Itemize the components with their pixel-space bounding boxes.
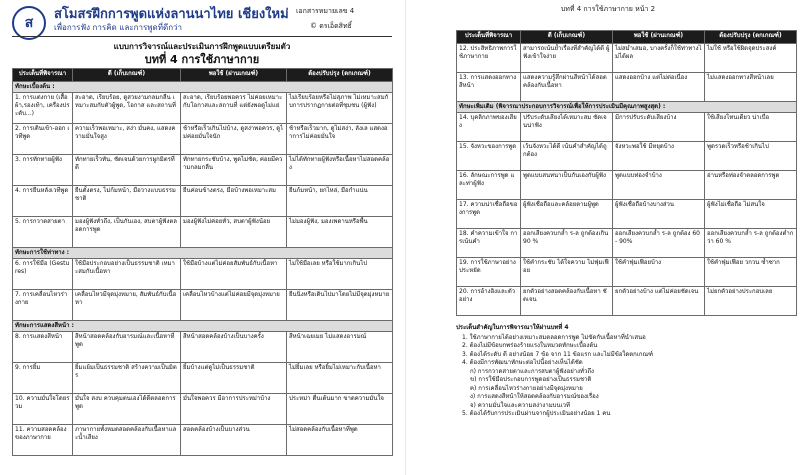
column-header: ต้องปรับปรุง (ตกเกณฑ์) [287, 69, 393, 82]
note-item: 5. ต้องได้รับการประเมินผ่านจากผู้ประเมินอย่างน้อย 1 คน [462, 410, 611, 417]
table-cell: 3. การทักทายผู้ฟัง [13, 155, 73, 186]
table-cell: 1. การแต่งกาย (เสื้อผ้า,รองเท้า, เครื่องประดับ...) [13, 93, 73, 124]
table-row [13, 186, 393, 217]
note-item: 2. ต้องไม่มีข้อบกพร่องร้ายแรงในหมวดทักษะเบื้องต้น [462, 342, 598, 349]
page-header: บทที่ 4 การใช้ภาษากาย หน้า 2 [560, 5, 656, 13]
table-row [457, 200, 797, 229]
note-item: ก) การกวาดสายตาและการสบตาผู้ฟังอย่างทั่วถึง [470, 367, 594, 375]
table-row [457, 113, 797, 142]
table-cell: ผู้ฟังเชื่อถือและคล้อยตามผู้พูด [521, 200, 613, 229]
form-title: แบบการวิจารณ์และประเมินการฝึกพูดแบบเตรียมตัว [113, 42, 291, 51]
table-cell: ออกเสียงควบกล้ำ ร-ล ถูกต้อง 60 - 90% [613, 229, 705, 258]
section-title: ทักษะการใช้ท่าทาง : [13, 248, 393, 259]
table-row [13, 124, 393, 155]
table-row [13, 363, 393, 394]
org-subtitle: เพื่อการฟัง การคิด และการพูดที่ดีกว่า [54, 23, 183, 32]
criteria-notes [456, 324, 796, 419]
note-item: จ) ความมั่นใจและความสง่างามบนเวที [470, 401, 570, 409]
table-cell: ยิ้มแย้มเป็นธรรมชาติ สร้างความเป็นมิตร [73, 363, 181, 394]
table-cell: ใช้มือประกอบอย่างเป็นธรรมชาติ เหมาะสมกับเนื้อหา [73, 259, 181, 290]
table-cell: 9. การยิ้ม [13, 363, 73, 394]
table-cell: ไม่มองผู้ฟัง, มองเพดานหรือพื้น [287, 217, 393, 248]
table-row [13, 217, 393, 248]
table-cell: 13. การแสดงออกทางสีหน้า [457, 73, 521, 102]
table-cell: ใช้มือบ้างแต่ไม่ค่อยสัมพันธ์กับเนื้อหา [181, 259, 287, 290]
page-divider [405, 0, 406, 475]
table-cell: 5. การกวาดสายตา [13, 217, 73, 248]
evaluation-table-right [456, 30, 797, 316]
table-cell: มั่นใจ สงบ ควบคุมตนเองได้ดีตลอดการพูด [73, 394, 181, 425]
table-cell: ใช้เสียงโทนเดียว น่าเบื่อ [705, 113, 797, 142]
table-cell: มั่นใจพอควร มีอาการประหม่าบ้าง [181, 394, 287, 425]
table-cell: สะอาด, เรียบร้อย, ดูสวยงามกลมกลืน เหมาะสมกับตัวผู้พูด, โอกาส และสถานที่ [73, 93, 181, 124]
table-cell: ยกตัวอย่างบ้าง แต่ไม่ค่อยชัดเจน [613, 287, 705, 316]
table-cell: 4. การยืนหลังเวทีพูด [13, 186, 73, 217]
table-cell: ผู้ฟังไม่เชื่อถือ ไม่สนใจ [705, 200, 797, 229]
table-row [457, 287, 797, 316]
column-header: ดี (เก็บเกณฑ์) [73, 69, 181, 82]
table-cell: 18. คำความเข้าใจ การเน้นคำ [457, 229, 521, 258]
table-row [457, 73, 797, 102]
section-row [13, 321, 393, 332]
table-cell: ทักทายกระชับบ้าง, พูดไม่ชัด, ค่อยมีความกลมกลืน [181, 155, 287, 186]
table-cell: สีหน้าสอดคล้องบ้างเป็นบางครั้ง [181, 332, 287, 363]
table-cell: 12. ประสิทธิภาพการใช้ภาษากาย [457, 44, 521, 73]
table-cell: ไม่สอดคล้องกับเนื้อหาที่พูด [287, 425, 393, 456]
table-cell: สอดคล้องบ้างเป็นบางส่วน [181, 425, 287, 456]
table-cell: ยืนก้มหน้า, ยกไหล่, มือกำแน่น [287, 186, 393, 217]
section-row [13, 248, 393, 259]
table-cell: สามารถเน้นย้ำเรื่องที่สำคัญได้ดี ผู้ฟังเข้าใจง่าย [521, 44, 613, 73]
table-cell: ไม่แสดงออกทางสีหน้าเลย [705, 73, 797, 102]
table-cell: พูดแบบสนทนาเป็นกันเองกับผู้ฟัง [521, 171, 613, 200]
table-cell: ใช้คำกระชับ ได้ใจความ ไม่ฟุ่มเฟือย [521, 258, 613, 287]
table-cell: ประหม่า ตื่นเต้นมาก ขาดความมั่นใจ [287, 394, 393, 425]
table-cell: ไม่สม่ำเสมอ, บางครั้งก็ใช้ท่าทางไม่ได้ผล [613, 44, 705, 73]
column-header: พอใช้ (ผ่านเกณฑ์) [181, 69, 287, 82]
table-cell: เว้นจังหวะได้ดี เน้นคำสำคัญได้ถูกต้อง [521, 142, 613, 171]
table-row [13, 394, 393, 425]
table-cell: พูดรวดเร็วหรือช้าเกินไป [705, 142, 797, 171]
table-cell: ไม่เรียบร้อยหรือไม่สุภาพ ไม่เหมาะสมกับการปรากฏกายต่อที่ชุมชน (ผู้ฟัง) [287, 93, 393, 124]
table-cell: แสดงความรู้สึกผ่านสีหน้าได้สอดคล้องกับเนื้อหา [521, 73, 613, 102]
table-cell: ช้าหรือเร็วเกินไปบ้าง, ดูสง่าพอควร, ดูไม่ค่อยมั่นใจนัก [181, 124, 287, 155]
table-row [13, 290, 393, 321]
table-header-row [457, 31, 797, 44]
right-page [414, 0, 802, 475]
table-cell: 2. การเดินเข้า-ออก เวทีพูด [13, 124, 73, 155]
table-cell: 16. ลักษณะการพูด และท่าผู้ฟัง [457, 171, 521, 200]
org-title: สโมสรฝึกการพูดแห่งลานนาไทย เชียงใหม่ [54, 7, 289, 22]
table-cell: มีการปรับระดับเสียงบ้าง [613, 113, 705, 142]
table-cell: ออกเสียงควบกล้ำ ร-ล ถูกต้องต่ำกว่า 60 % [705, 229, 797, 258]
note-item: ง) การแสดงสีหน้าให้สอดคล้องกับอารมณ์ของเรื่อง [470, 393, 599, 400]
table-cell: 8. การแสดงสีหน้า [13, 332, 73, 363]
table-row [457, 229, 797, 258]
table-cell: ไม่ยกตัวอย่างประกอบเลย [705, 287, 797, 316]
table-cell: 6. การใช้มือ (Gestures) [13, 259, 73, 290]
table-cell: ยืนค่อนข้างตรง, มือบ้างพอเหมาะสม [181, 186, 287, 217]
section-title: ทักษะการแสดงสีหน้า : [13, 321, 393, 332]
table-cell: ยิ้มบ้างแต่ดูไม่เป็นธรรมชาติ [181, 363, 287, 394]
table-cell: มองผู้ฟังทั่วถึง, เป็นกันเอง, สบตาผู้ฟังตลอดการพูด [73, 217, 181, 248]
table-cell: 15. จังหวะของการพูด [457, 142, 521, 171]
section-row [13, 82, 393, 93]
section-title: ทักษะเบื้องต้น : [13, 82, 393, 93]
table-cell: เคลื่อนไหวมีจุดมุ่งหมาย, สัมพันธ์กับเนื้อหา [73, 290, 181, 321]
table-cell: 19. การใช้ภาษาอย่างประหยัด [457, 258, 521, 287]
table-row [13, 93, 393, 124]
table-cell: 17. ความน่าเชื่อถือของการพูด [457, 200, 521, 229]
note-item: ค) การเคลื่อนไหวร่างกายอย่างมีจุดมุ่งหมาย [470, 384, 583, 392]
document-number: เอกสารหมายเลข 4 [296, 7, 355, 15]
left-page [8, 0, 396, 475]
table-cell: พูดแบบท่องจำบ้าง [613, 171, 705, 200]
table-row [13, 155, 393, 186]
table-cell: จังหวะพอใช้ มีหยุดบ้าง [613, 142, 705, 171]
table-cell: ไม่ยิ้มเลย หรือยิ้มไม่เหมาะกับเนื้อหา [287, 363, 393, 394]
column-header: ดี (เก็บเกณฑ์) [521, 31, 613, 44]
note-item: 1. ใช้ภาษากายได้อย่างเหมาะสมตลอดการพูด ไม่ขัดกับเนื้อหาที่นำเสนอ [462, 333, 646, 341]
club-logo: ส [12, 6, 46, 40]
header-rule [12, 36, 392, 37]
notes-title: ประเด็นสำคัญในการพิจารณาให้ผ่านบทที่ 4 [456, 324, 569, 331]
author-credit: © ดรเอ็ดสิทธิ์ [310, 22, 352, 30]
table-cell: อ่านหรือท่องจำตลอดการพูด [705, 171, 797, 200]
table-cell: ปรับระดับเสียงได้เหมาะสม ชัดเจนน่าฟัง [521, 113, 613, 142]
table-cell: ยืนตั้งตรง, ไม่ก้มหน้า, มือวางแบบธรรมชาติ [73, 186, 181, 217]
note-item: 4. ต้องมีการพัฒนาทักษะต่อไปนี้อย่างเห็นได้ชัด [462, 359, 583, 366]
table-cell: ไม่ใช้มือเลย หรือใช้มากเกินไป [287, 259, 393, 290]
table-cell: สีหน้าสอดคล้องกับอารมณ์และเนื้อหาที่พูด [73, 332, 181, 363]
section-row [457, 102, 797, 113]
table-cell: ไม่ใช้ หรือใช้ผิดจุดประสงค์ [705, 44, 797, 73]
table-cell: ภาษากายทั้งหมดสอดคล้องกับเนื้อหาและน้ำเสียง [73, 425, 181, 456]
table-cell: แสดงออกบ้าง แต่ไม่ต่อเนื่อง [613, 73, 705, 102]
table-cell: ทักทายเร็วทัน, ชัดเจนด้วยการผูกมิตรที่ดี [73, 155, 181, 186]
table-row [13, 332, 393, 363]
evaluation-table-left [12, 68, 393, 456]
table-cell: 11. ความสอดคล้องของภาษากาย [13, 425, 73, 456]
notes-list [456, 334, 796, 419]
table-cell: เคลื่อนไหวบ้างแต่ไม่ค่อยมีจุดมุ่งหมาย [181, 290, 287, 321]
table-cell: 20. การอ้างอิงและตัวอย่าง [457, 287, 521, 316]
table-row [457, 44, 797, 73]
table-cell: ความเร็วพอเหมาะ, สง่า มั่นคง, แสดงความมั่นใจสูง [73, 124, 181, 155]
section-title: ทักษะเพิ่มเติม (พิจารณาประกอบการวิจารณ์เพื่อให้การประเมินมีคุณภาพสูงสุด) : [457, 102, 797, 113]
note-item: ข) การใช้มือประกอบการพูดอย่างเป็นธรรมชาติ [470, 376, 592, 383]
table-cell: ยกตัวอย่างสอดคล้องกับเนื้อหา ชัดเจน [521, 287, 613, 316]
column-header: ต้องปรับปรุง (ตกเกณฑ์) [705, 31, 797, 44]
column-header: พอใช้ (ผ่านเกณฑ์) [613, 31, 705, 44]
column-header: ประเด็นที่พิจารณา [457, 31, 521, 44]
table-cell: สีหน้าเฉยเมย ไม่แสดงอารมณ์ [287, 332, 393, 363]
table-cell: ใช้คำฟุ่มเฟือยบ้าง [613, 258, 705, 287]
table-header-row [13, 69, 393, 82]
table-cell: 10. ความมั่นใจโดยรวม [13, 394, 73, 425]
table-cell: สะอาด, เรียบร้อยพอควร ไม่ค่อยเหมาะกับโอกาสและสถานที่ แต่ยังพอดูไม่แย่ [181, 93, 287, 124]
chapter-heading: บทที่ 4 การใช้ภาษากาย [144, 53, 260, 66]
table-cell: 7. การเคลื่อนไหวร่างกาย [13, 290, 73, 321]
table-cell: ใช้คำฟุ่มเฟือย วกวน ซ้ำซาก [705, 258, 797, 287]
table-cell: ไม่ได้ทักทายผู้ฟังหรือเนื้อหาไม่สอดคล้อง [287, 155, 393, 186]
table-cell: ยืนนิ่งหรือเดินไปมาโดยไม่มีจุดมุ่งหมาย [287, 290, 393, 321]
note-item: 3. ต้องได้ระดับ ดี อย่างน้อย 7 ข้อ จาก 11 ข้อแรก และไม่มีข้อใดตกเกณฑ์ [462, 350, 654, 358]
table-row [457, 142, 797, 171]
table-cell: มองผู้ฟังไม่ค่อยทั่ว, สบตาผู้ฟังน้อย [181, 217, 287, 248]
table-cell: 14. บุคลิกภาพของเสียง [457, 113, 521, 142]
table-row [13, 425, 393, 456]
table-cell: ผู้ฟังเชื่อถือบ้างบางส่วน [613, 200, 705, 229]
column-header: ประเด็นที่พิจารณา [13, 69, 73, 82]
table-row [457, 171, 797, 200]
table-cell: ช้าหรือเร็วมาก, ดูไม่สง่า, ลังเล แสดงอาการไม่ค่อยมั่นใจ [287, 124, 393, 155]
table-cell: ออกเสียงควบกล้ำ ร-ล ถูกต้องเกิน 90 % [521, 229, 613, 258]
table-row [457, 258, 797, 287]
table-row [13, 259, 393, 290]
